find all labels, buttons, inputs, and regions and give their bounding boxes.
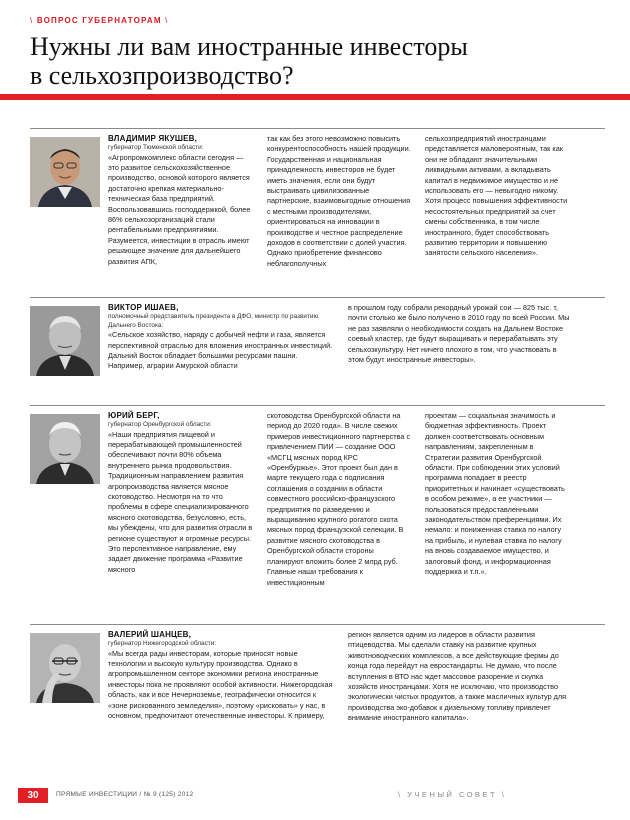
- portrait-image: [30, 137, 100, 207]
- speaker-position: губернатор Нижегородской области:: [108, 640, 217, 647]
- portrait-berg: [30, 414, 100, 484]
- column-1: [108, 630, 333, 721]
- quote-text: «Сельское хозяйство, наряду с добычей нефти и газа, является перспективной отраслью для вложения иностранных инвестиций. Дальний Восток обладает большими ресурсами пашни. Например, аграрии Амурской области: [108, 330, 333, 371]
- quote-text: в прошлом году собрали рекордный урожай сои — 825 тыс. т, почти столько же было получено в 2010 году по всей России. Мы не раз заявляли о необходимости создать на Дальнем Востоке соевый кластер, где будут выращивать и перерабатывать эту сельхозкультуру. Нет ничего плохого в том, что участвовать в этом будут иностранные инвесторы».: [348, 303, 570, 365]
- page-footer: [0, 786, 630, 806]
- speaker-position: полномочный представитель президента в ДФО, министр по развитию Дальнего Востока:: [108, 313, 319, 329]
- section-label: \ УЧЕНЫЙ СОВЕТ \: [398, 790, 507, 799]
- portrait-image: [30, 633, 100, 703]
- answer-yakushev: [30, 128, 605, 293]
- answer-berg: [30, 405, 605, 615]
- portrait-image: [30, 306, 100, 376]
- section-divider: [30, 128, 605, 129]
- column-1: [108, 411, 253, 575]
- quote-text: регион является одним из лидеров в области развития птицеводства. Мы сделали ставку на развитие крупных животноводческих комплексов, а все действующие фермы до конца года перейдут на евростандарты. Не думаю, что после вступления в ВТО нас ждет массовое разорение и скупка хозяйств иностранцами. Хотя не исключаю, что производство экологически чистых продуктов, а также масличных культур для производства эко-добавок к дизельному топливу привлечет внимание иностранного капитала».: [348, 630, 567, 723]
- column-1: [108, 134, 253, 267]
- quote-text: «Мы всегда рады инвесторам, которые приносят новые технологии и высокую культуру производства. Однако в агропромышленном секторе экономики региона иностранные инвесторы пока не проявляют особой активности. Нижегородская область, как и все Нечерноземье, географически относится к «зоне рискованного земледелия», поэтому «рисковать» у нас, в основном, предпочитают отечественные инвесторы. К примеру,: [108, 648, 333, 721]
- column-1: [108, 303, 335, 372]
- speaker-name: ВАЛЕРИЙ ШАНЦЕВ,: [108, 630, 192, 639]
- portrait-yakushev: [30, 137, 100, 207]
- column-3: [425, 411, 570, 578]
- quote-text: проектам — социальная значимость и бюджетная эффективность. Проект должен соответствовать основным направлениям, закрепленным в Стратегии развития Оренбургской области. При соблюдении этих условий программа попадает в реестр приоритетных и начинает «существовать в особом режиме», а ее участники — пользоваться предоставленными законодательством преференциями. Их немало: и пониженная ставка по налогу на прибыль, и нулевая ставка по налогу на вновь создаваемое имущество, и залоговый фонд, и информационная поддержка и т.п.».: [425, 411, 565, 577]
- header-red-bar: [0, 94, 630, 100]
- quote-text: «Агропромкомплекс области сегодня — это развитое сельскохозяйственное производство, основой которого является достаточно крепкая материально-техническая база предприятий. Воспользовавшись господдержкой, более 86% сельхозорганизаций стали рентабельными предприятиями. Разумеется, инвестиции в отрасль имеют решающее значение для дальнейшего развития АПК,: [108, 152, 251, 266]
- speaker-name: ЮРИЙ БЕРГ,: [108, 411, 160, 420]
- column-2: [267, 134, 412, 269]
- page-title: [30, 32, 610, 90]
- rubric-label: ВОПРОС ГУБЕРНАТОРАМ: [36, 16, 162, 25]
- section-divider: [30, 405, 605, 406]
- portrait-ishaev: [30, 306, 100, 376]
- rubric: \ ВОПРОС ГУБЕРНАТОРАМ \: [30, 16, 169, 25]
- section-divider: [30, 297, 605, 298]
- column-2: [348, 630, 573, 724]
- quote-text: сельхозпредприятий иностранцами представляется маловероятным, так как они не обладают значительными ликвидными активами, а вкладывать капитал в недвижимое имущество и не использовать его — невыгодно никому. Хотя процесс повышения эффективности несостоятельных предприятий за счет смены собственника, в том числе иностранного, будет способствовать развитию территории и повышению занятости сельского населения».: [425, 134, 568, 258]
- section-label-text: УЧЕНЫЙ СОВЕТ: [407, 790, 498, 799]
- column-3: [425, 134, 570, 259]
- quote-text: «Наши предприятия пищевой и перерабатывающей промышленностей обеспечивают почти 80% объема внутреннего рынка продовольствия. Традиционным направлением развития агропроизводства является мясное скотоводство. Несмотря на то что проблемы в сфере специализированного мясного скотоводства, безусловно, есть, мы убеждены, что для развития отрасли в регионе существуют и огромные ресурсы. Это перспективное направление, ему задает движение программа «Развитие мясного: [108, 429, 253, 574]
- page-title-line1: Нужны ли вам иностранные инвесторы: [30, 32, 468, 61]
- section-divider: [30, 624, 605, 625]
- column-2: [267, 411, 412, 588]
- quote-text: скотоводства Оренбургской области на период до 2020 года». В числе свежих примеров инвестиционного партнерства с привлечением ПИИ — создание ООО «МСГЦ мясных пород КРС «Оренбуржье». Этот проект был дан в марте текущего года с подписания соглашения о создании в области совместного российско-французского предприятия по разведению и выращиванию крупного рогатого скота мясных пород французской селекции. В развитие мясного скотоводства в Оренбургской области стороны планируют вложить более 2 млрд руб. Главные наши требования к инвестиционным: [267, 411, 411, 587]
- portrait-shantsev: [30, 633, 100, 703]
- speaker-name: ВИКТОР ИШАЕВ,: [108, 303, 179, 312]
- magazine-issue: ПРЯМЫЕ ИНВЕСТИЦИИ / № 9 (125) 2012: [56, 791, 194, 798]
- speaker-position: губернатор Тюменской области:: [108, 144, 204, 151]
- column-2: [348, 303, 573, 365]
- speaker-position: губернатор Оренбургской области:: [108, 421, 212, 428]
- speaker-name: ВЛАДИМИР ЯКУШЕВ,: [108, 134, 198, 143]
- answer-ishaev: [30, 297, 605, 397]
- page-number: 30: [18, 788, 48, 803]
- quote-text: так как без этого невозможно повысить конкурентоспособность нашей продукции. Государственная и национальная принадлежность инвесторов не будет иметь значения, если они будут выстраивать цивилизованные партнерские, взаимовыгодные отношения с местными производителями, ориентироваться на инновации в производстве и честное распределение доходов в соответствии с долей участия. Однако приобретение финансово неблагополучных: [267, 134, 411, 268]
- page-title-line2: в сельхозпроизводство?: [30, 61, 294, 90]
- portrait-image: [30, 414, 100, 484]
- answer-shantsev: [30, 624, 605, 764]
